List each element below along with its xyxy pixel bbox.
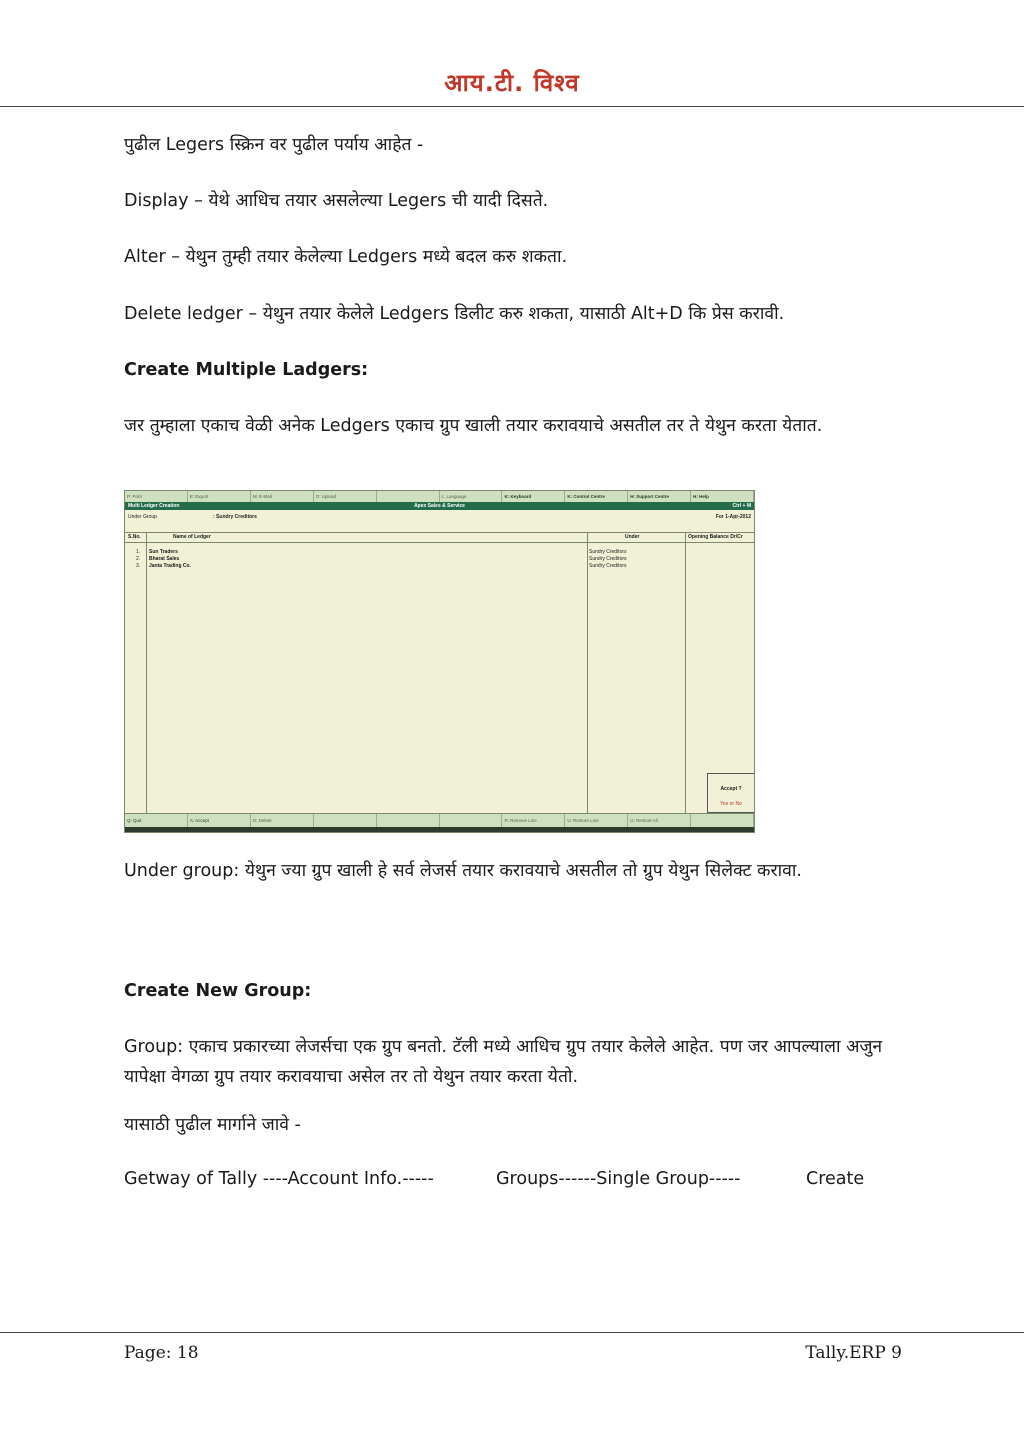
tally-status-strip: [125, 827, 754, 832]
tally-bottom-item: [440, 814, 503, 827]
tally-bottom-item: [691, 814, 754, 827]
tally-row-under: Sundry Creditors: [589, 556, 627, 562]
paragraph-delete: Delete ledger – येथुन तयार केलेले Ledgers डिलीट करु शकता, यासाठी Alt+D कि प्रेस करावी.: [124, 304, 785, 324]
tally-menu-bar: [125, 491, 754, 502]
tally-menu-item: P: Print: [125, 491, 188, 502]
tally-menu-item: O: Upload: [314, 491, 377, 502]
page-header-title: आय.टी. विश्व: [444, 69, 580, 97]
tally-accept-dialog[interactable]: [707, 773, 755, 813]
heading-create-multiple-ledgers: Create Multiple Ladgers:: [124, 360, 369, 380]
tally-company-name: Apex Sales & Service: [414, 503, 465, 509]
menu-path-part-3: Create: [806, 1169, 865, 1189]
tally-col-under: Under: [625, 534, 640, 540]
tally-menu-item: L: Language: [440, 491, 503, 502]
tally-menu-item: M: E-Mail: [251, 491, 314, 502]
header-rule: [0, 106, 1024, 107]
tally-col-name: Name of Ledger: [173, 534, 211, 540]
footer-product-name: Tally.ERP 9: [805, 1343, 902, 1363]
tally-row-name: Sun Traders: [149, 549, 178, 555]
tally-bottom-item: D: Delete: [251, 814, 314, 827]
tally-menu-item: H: Help: [691, 491, 754, 502]
heading-create-new-group: Create New Group:: [124, 981, 312, 1001]
tally-menu-item: [377, 491, 440, 502]
paragraph-options-intro: पुढील Legers स्क्रिन वर पुढील पर्याय आहेत -: [124, 135, 424, 155]
tally-accept-question: Accept ?: [720, 786, 742, 792]
tally-row-no: 3.: [136, 563, 141, 569]
tally-bottom-item: U: Restore Line: [565, 814, 628, 827]
tally-row-no: 2.: [136, 556, 141, 562]
paragraph-path-intro: यासाठी पुढील मार्गाने जावे -: [124, 1115, 301, 1135]
tally-under-group-label: Under Group: [128, 514, 157, 520]
tally-bottom-item: R: Remove Line: [502, 814, 565, 827]
tally-under-group-row: [125, 510, 754, 524]
paragraph-alter: Alter – येथुन तुम्ही तयार केलेल्या Ledgers मध्ये बदल करु शकता.: [124, 247, 568, 267]
menu-path-part-1: Getway of Tally ----Account Info.-----: [124, 1169, 434, 1189]
tally-ledger-row: [125, 563, 754, 570]
menu-path-part-2: Groups------Single Group-----: [496, 1169, 741, 1189]
tally-col-sno: S.No.: [128, 534, 141, 540]
tally-shortcut: Ctrl + M: [732, 503, 751, 509]
paragraph-display: Display – येथे आधिच तयार असलेल्या Legers ची यादी दिसते.: [124, 191, 549, 211]
tally-divider: [146, 532, 147, 813]
tally-bottom-item: A: Accept: [188, 814, 251, 827]
footer-rule: [0, 1332, 1024, 1333]
tally-accept-options[interactable]: Yes or No: [720, 801, 742, 807]
tally-menu-item: H: Support Centre: [628, 491, 691, 502]
tally-window-title: Multi Ledger Creation: [128, 503, 180, 509]
tally-row-name: Bharat Sales: [149, 556, 180, 562]
tally-row-under: Sundry Creditors: [589, 563, 627, 569]
tally-date: For 1-Apr-2012: [715, 514, 751, 520]
tally-row-name: Janta Trading Co.: [149, 563, 191, 569]
tally-bottom-item: [377, 814, 440, 827]
footer-page-number: Page: 18: [124, 1343, 199, 1363]
paragraph-multiple-ledgers: जर तुम्हाला एकाच वेळी अनेक Ledgers एकाच ग्रुप खाली तयार करावयाचे असतील तर ते येथुन करता येतात.: [124, 416, 823, 436]
tally-column-header: [125, 532, 754, 543]
tally-ledger-row: [125, 549, 754, 556]
tally-bottom-item: U: Restore All: [628, 814, 691, 827]
tally-menu-item: K: Keyboard: [502, 491, 565, 502]
paragraph-group: Group: एकाच प्रकारच्या लेजर्सचा एक ग्रुप बनतो. टॅली मध्ये आधिच ग्रुप तयार केलेले आहेत. पण जर आपल्याला अजुन यापेक्षा वेगळा ग्रुप तयार करावयाचा असेल तर तो येथुन तयार करता येतो.: [124, 1037, 883, 1087]
tally-row-under: Sundry Creditors: [589, 549, 627, 555]
tally-bottom-item: [314, 814, 377, 827]
tally-bottom-item: Q: Quit: [125, 814, 188, 827]
tally-title-bar: [125, 502, 754, 510]
tally-divider: [685, 532, 686, 813]
tally-bottom-bar: [125, 813, 754, 827]
tally-menu-item: E: Export: [188, 491, 251, 502]
paragraph-under-group: Under group: येथुन ज्या ग्रुप खाली हे सर्व लेजर्स तयार करावयाचे असतील तो ग्रुप येथुन सिलेक्ट करावा.: [124, 861, 802, 881]
tally-ledger-row: [125, 556, 754, 563]
tally-row-no: 1.: [136, 549, 141, 555]
tally-divider: [587, 532, 588, 813]
tally-col-balance: Opening Balance Dr/Cr: [688, 534, 743, 540]
tally-under-group-value: : Sundry Creditors: [213, 514, 257, 520]
tally-menu-item: K: Control Centre: [565, 491, 628, 502]
tally-screenshot: [124, 490, 755, 833]
